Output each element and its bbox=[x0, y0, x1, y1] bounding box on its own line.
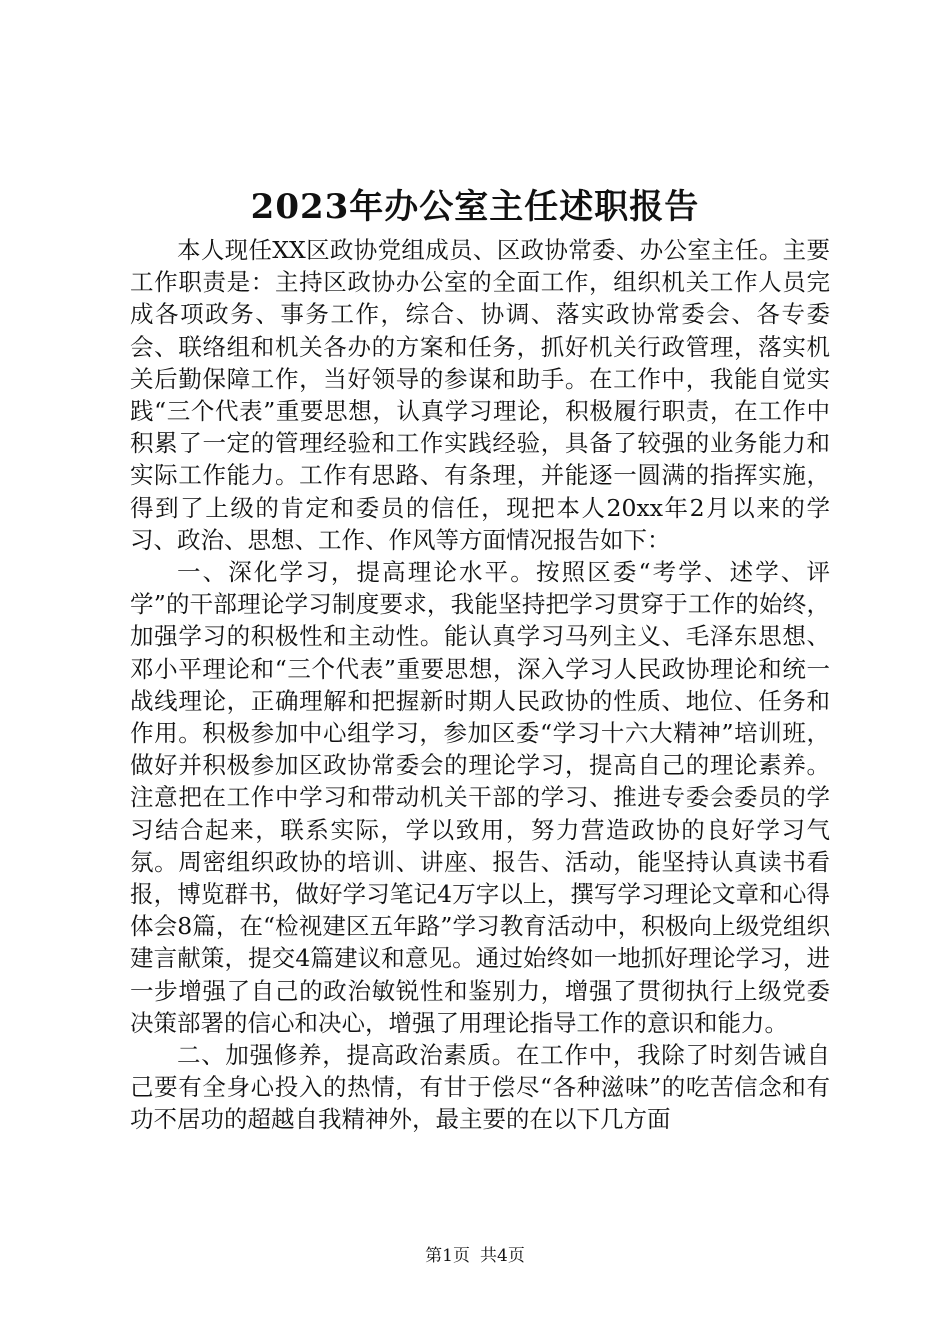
page-total: 共4页 bbox=[480, 1246, 525, 1266]
document-title: 2023年办公室主任述职报告 bbox=[250, 187, 700, 227]
paragraph-section-1: 一、深化学习，提高理论水平。按照区委“考学、述学、评学”的干部理论学习制度要求，我能坚持把学习贯穿于工作的始终，加强学习的积极性和主动性。能认真学习马列主义、毛泽东思想、邓小平理论和“三个代表”重要思想，深入学习人民政协理论和统一战线理论，正确理解和把握新时期人民政协的性质、地位、任务和作用。积极参加中心组学习，参加区委“学习十六大精神”培训班，做好并积极参加区政协常委会的理论学习，提高自己的理论素养。注意把在工作中学习和带动机关干部的学习、推进专委会委员的学习结合起来，联系实际，学以致用，努力营造政协的良好学习气氛。周密组织政协的培训、讲座、报告、活动，能坚持认真读书看报，博览群书，做好学习笔记4万字以上，撰写学习理论文章和心得体会8篇，在“检视建区五年路”学习教育活动中，积极向上级党组织建言献策，提交4篇建议和意见。通过始终如一地抓好理论学习，进一步增强了自己的政治敏锐性和鉴别力，增强了贯彻执行上级党委决策部署的信心和决心，增强了用理论指导工作的意识和能力。 bbox=[130, 558, 830, 1037]
paragraph-intro: 本人现任XX区政协党组成员、区政协常委、办公室主任。主要工作职责是：主持区政协办公室的全面工作，组织机关工作人员完成各项政务、事务工作，综合、协调、落实政协常委会、各专委会、联络组和机关各办的方案和任务，抓好机关行政管理，落实机关后勤保障工作，当好领导的参谋和助手。在工作中，我能自觉实践“三个代表”重要思想，认真学习理论，积极履行职责，在工作中积累了一定的管理经验和工作实践经验，具备了较强的业务能力和实际工作能力。工作有思路、有条理，并能逐一圆满的指挥实施，得到了上级的肯定和委员的信任，现把本人20xx年2月以来的学习、政治、思想、工作、作风等方面情况报告如下： bbox=[130, 236, 830, 554]
document-body bbox=[130, 234, 830, 1136]
page-number: 第1页 bbox=[425, 1246, 470, 1266]
page-footer bbox=[0, 1244, 950, 1268]
paragraph-section-2: 二、加强修养，提高政治素质。在工作中，我除了时刻告诫自己要有全身心投入的热情，有甘于偿尽“各种滋味”的吃苦信念和有功不居功的超越自我精神外，最主要的在以下几方面 bbox=[130, 1041, 830, 1134]
